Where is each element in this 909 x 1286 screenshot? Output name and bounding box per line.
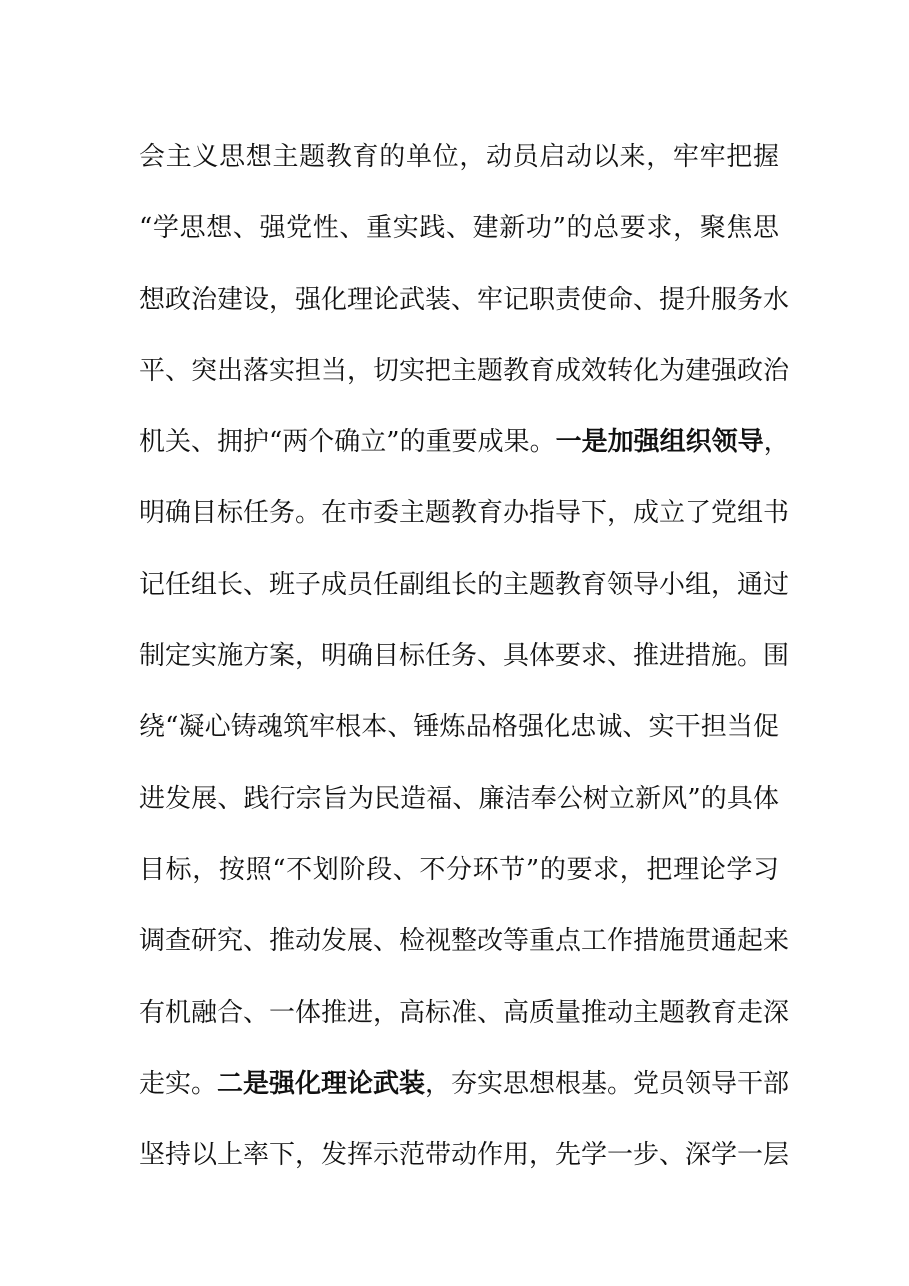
text-line <box>139 1049 790 1120</box>
text-line <box>139 407 790 478</box>
text-line <box>139 692 779 763</box>
text-segment: 想政治建设，强化理论武装、牢记职责使命、提升服务水 <box>139 284 790 315</box>
bold-heading-1: 一是加强组织领导 <box>555 427 764 458</box>
text-line <box>139 265 790 336</box>
text-segment: 进发展、践行宗旨为民造福、廉洁奉公树立新风”的具体 <box>139 783 779 814</box>
text-segment: 制定实施方案，明确目标任务、具体要求、推进措施。围 <box>139 641 790 672</box>
text-line <box>139 478 790 549</box>
bold-heading-2: 二是强化理论武装 <box>217 1068 426 1099</box>
text-segment: 目标，按照“不划阶段、不分环节”的要求，把理论学习 <box>139 854 779 885</box>
text-segment: 有机融合、一体推进，高标准、高质量推动主题教育走深 <box>139 997 790 1028</box>
text-line <box>139 621 790 692</box>
text-line <box>139 764 779 835</box>
text-segment: “学思想、强党性、重实践、建新功”的总要求，聚焦思 <box>139 213 779 244</box>
text-line <box>139 906 790 977</box>
text-segment: ， <box>763 427 790 458</box>
text-segment: 平、突出落实担当，切实把主题教育成效转化为建强政治 <box>139 355 790 386</box>
text-segment: 走实。 <box>139 1068 218 1099</box>
text-line <box>139 835 779 906</box>
text-segment: 会主义思想主题教育的单位，动员启动以来，牢牢把握 <box>139 142 779 172</box>
text-line <box>139 1120 790 1191</box>
text-segment: 明确目标任务。在市委主题教育办指导下，成立了党组书 <box>139 498 790 529</box>
text-segment: 机关、拥护“两个确立”的重要成果。 <box>139 427 556 458</box>
body-text <box>139 122 790 1191</box>
text-line <box>139 122 779 193</box>
text-line <box>139 193 779 264</box>
text-line <box>139 978 790 1049</box>
text-segment: 记任组长、班子成员任副组长的主题教育领导小组，通过 <box>139 569 790 600</box>
text-line <box>139 336 790 407</box>
text-segment: 调查研究、推动发展、检视整改等重点工作措施贯通起来 <box>139 926 790 957</box>
text-segment: 坚持以上率下，发挥示范带动作用，先学一步、深学一层 <box>139 1140 790 1171</box>
text-segment: ，夯实思想根基。党员领导干部 <box>425 1068 790 1099</box>
text-line <box>139 550 790 621</box>
text-segment: 绕“凝心铸魂筑牢根本、锤炼品格强化忠诚、实干担当促 <box>139 712 779 743</box>
